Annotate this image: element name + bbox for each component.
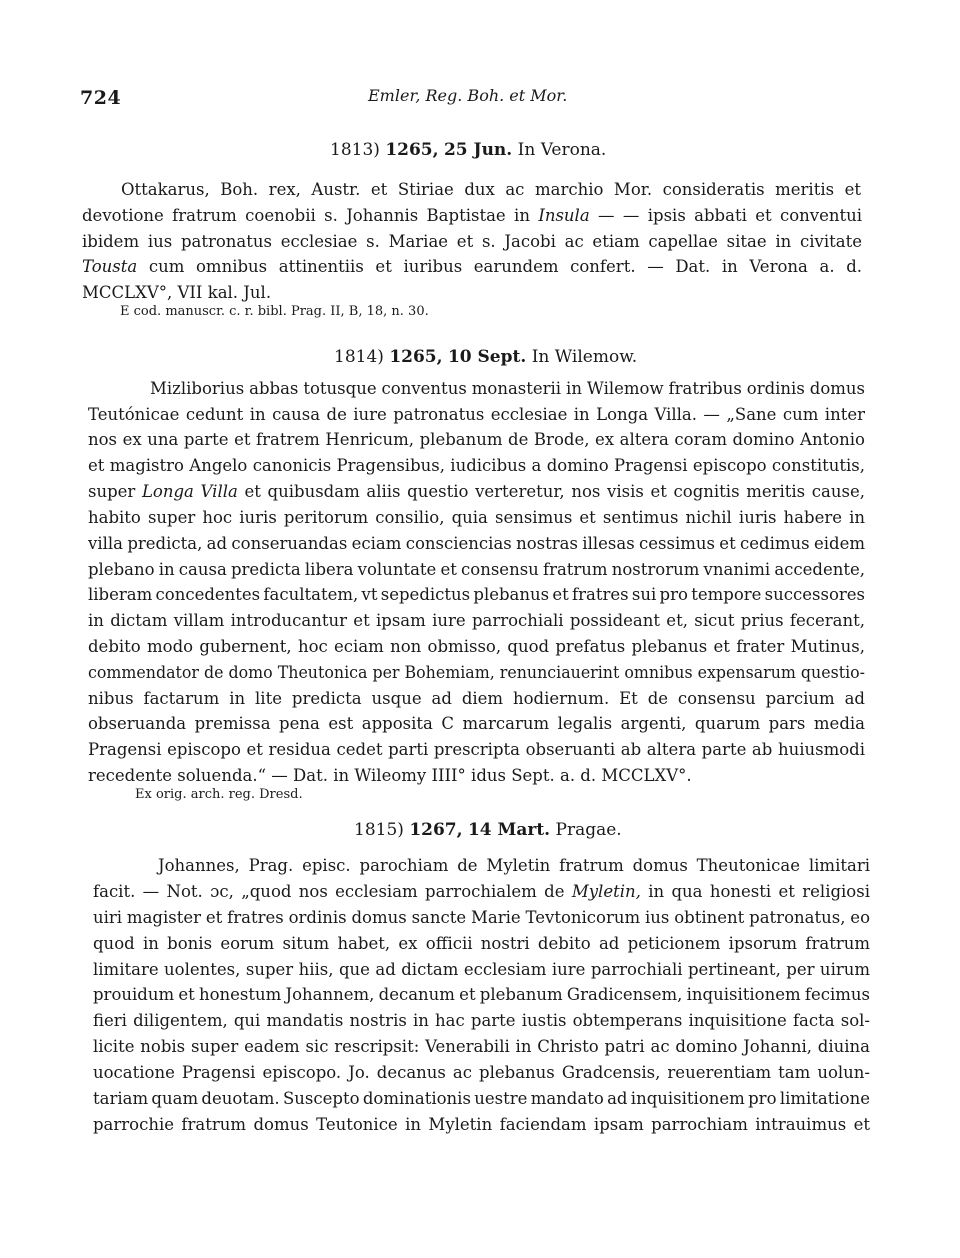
text-segment: in dictam villam introducantur et ipsam iure parrochiali possideant et, sicut prius fecerant,: [88, 611, 865, 630]
text-segment: uiri magister et fratres ordinis domus sancte Marie Tevtonicorum ius obtinent patronatus, eo: [93, 908, 870, 927]
text-segment: licite nobis super eadem sic rescripsit: Venerabili in Christo patri ac domino Johanni, diuina: [93, 1037, 870, 1056]
text-segment: et quibusdam aliis questio verteretur, nos visis et cognitis meritis cause,: [237, 482, 865, 501]
text-segment: prouidum et honestum Johannem, decanum et plebanum Gradicensem, inquisitionem fecimus: [93, 985, 870, 1004]
text-segment: nibus factarum in lite predicta usque ad diem hodiernum. Et de consensu parcium ad: [88, 689, 865, 708]
text-line: [93, 908, 870, 927]
text-line: [88, 663, 865, 682]
text-segment: in qua honesti et religiosi: [640, 882, 870, 901]
text-line: [93, 1037, 870, 1056]
text-line: [88, 714, 865, 733]
text-line: [88, 534, 865, 553]
text-line: [88, 611, 865, 630]
text-segment: parrochie fratrum domus Teutonice in Myletin faciendam ipsam parrochiam intrauimus et: [93, 1115, 870, 1134]
text-line: [158, 856, 870, 875]
text-segment: debito modo gubernent, hoc eciam non obmisso, quod prefatus plebanus et frater Mutinus,: [88, 637, 865, 656]
entry-year: 1265,: [389, 347, 443, 367]
text-segment: commendator de domo Theutonica per Bohemiam, renunciauerint omnibus expensarum questio-: [88, 663, 865, 682]
text-line: [93, 985, 870, 1004]
italic-name: Longa Villa: [141, 482, 238, 501]
text-line: [150, 379, 865, 398]
text-line: [93, 1115, 870, 1134]
entry-year: 1265,: [385, 140, 439, 160]
text-line: [93, 960, 870, 979]
text-line: [88, 508, 865, 527]
entry-number: 1814): [334, 347, 384, 367]
text-line: [88, 740, 865, 759]
text-segment: cum omnibus attinentiis et iuribus earundem confert. — Dat. in Verona a. d.: [137, 257, 862, 276]
entry-number: 1815): [354, 820, 404, 840]
text-segment: obseruanda premissa pena est apposita C marcarum legalis argenti, quarum pars media: [88, 714, 865, 733]
text-line: [82, 283, 271, 302]
text-segment: Mizliborius abbas totusque conventus monasterii in Wilemow fratribus ordinis domus: [150, 379, 865, 398]
text-segment: Teutónicae cedunt in causa de iure patronatus ecclesiae in Longa Villa. — „Sane cum inter: [88, 405, 865, 424]
text-segment: Johannes, Prag. episc. parochiam de Myletin fratrum domus Theutonicae limitari: [158, 856, 870, 875]
text-segment: MCCLXV°, VII kal. Jul.: [82, 283, 272, 302]
text-segment: facit. — Not. ɔc, „quod nos ecclesiam parrochialem de: [93, 882, 572, 901]
text-line: [88, 585, 865, 604]
text-segment: devotione fratrum coenobii s. Johannis Baptistae in: [82, 206, 539, 225]
entry-day-month: 25 Jun.: [443, 140, 513, 160]
text-line: [82, 232, 862, 251]
text-line: [88, 560, 865, 579]
text-line: [121, 180, 861, 199]
text-line: [93, 934, 870, 953]
text-segment: habito super hoc iuris peritorum consilio, quia sensimus et sentimus nichil iuris habere in: [88, 508, 865, 527]
text-line: [82, 257, 862, 276]
text-line: [88, 430, 865, 449]
italic-name: Insula: [538, 206, 590, 225]
text-line: [88, 637, 865, 656]
entry-source-1813: E cod. manuscr. c. r. bibl. Prag. II, B, 18, n. 30.: [120, 304, 429, 319]
text-segment: super: [88, 482, 142, 501]
entry-year: 1267,: [409, 820, 463, 840]
text-segment: uocatione Pragensi episcopo. Jo. decanus ac plebanus Gradcensis, reuerentiam tam uolun-: [93, 1063, 870, 1082]
text-line: [88, 482, 865, 501]
text-line: [88, 689, 865, 708]
text-line: [93, 882, 870, 901]
entry-day-month: 10 Sept.: [447, 347, 527, 367]
text-line: [93, 1011, 870, 1030]
text-line: [93, 1063, 870, 1082]
text-segment: nos ex una parte et fratrem Henricum, plebanum de Brode, ex altera coram domino Antonio: [88, 430, 865, 449]
text-segment: et magistro Angelo canonicis Pragensibus, iudicibus a domino Pragensi episcopo constitutis,: [88, 456, 865, 475]
entry-source-1814: Ex orig. arch. reg. Dresd.: [135, 787, 303, 802]
text-segment: ibidem ius patronatus ecclesiae s. Mariae et s. Jacobi ac etiam capellae sitae in civitate: [82, 232, 862, 251]
entry-number: 1813): [330, 140, 380, 160]
page-number: 724: [80, 87, 122, 109]
text-line: [88, 766, 692, 785]
text-line: [93, 1089, 870, 1108]
italic-name: Tousta: [82, 257, 138, 276]
text-segment: tariam quam deuotam. Suscepto dominationis uestre mandato ad inquisitionem pro limitatione: [93, 1089, 870, 1108]
entry-place: In Verona.: [517, 140, 607, 160]
text-segment: Pragensi episcopo et residua cedet parti prescripta obseruanti ab altera parte ab huiusmodi: [88, 740, 865, 759]
entry-day-month: 14 Mart.: [467, 820, 551, 840]
text-segment: plebano in causa predicta libera voluntate et consensu fratrum nostrorum vnanimi accedente,: [88, 560, 865, 579]
text-segment: — — ipsis abbati et conventui: [589, 206, 863, 225]
text-line: [82, 206, 862, 225]
text-line: [88, 405, 865, 424]
italic-name: Myletin,: [571, 882, 641, 901]
entry-heading-1814: [334, 347, 637, 367]
entry-place: Pragae.: [555, 820, 622, 840]
text-segment: quod in bonis eorum situm habet, ex officii nostri debito ad peticionem ipsorum fratrum: [93, 934, 870, 953]
text-segment: Ottakarus, Boh. rex, Austr. et Stiriae dux ac marchio Mor. consideratis meritis et: [121, 180, 861, 199]
entry-place: In Wilemow.: [531, 347, 638, 367]
text-line: [88, 456, 865, 475]
entry-heading-1813: [330, 140, 606, 160]
entry-heading-1815: [354, 820, 622, 840]
text-segment: fieri diligentem, qui mandatis nostris in hac parte iustis obtemperans inquisitione facta sol-: [93, 1011, 870, 1030]
running-title: Emler, Reg. Boh. et Mor.: [368, 86, 568, 105]
text-segment: limitare uolentes, super hiis, que ad dictam ecclesiam iure parrochiali pertineant, per uirum: [93, 960, 870, 979]
text-segment: villa predicta, ad conseruandas eciam consciencias nostras illesas cessimus et cedimus eidem: [88, 534, 865, 553]
text-segment: recedente soluenda.“ — Dat. in Wileomy IIII° idus Sept. a. d. MCCLXV°.: [88, 766, 692, 785]
text-segment: liberam concedentes facultatem, vt sepedictus plebanus et fratres sui pro tempore successores: [88, 585, 866, 604]
